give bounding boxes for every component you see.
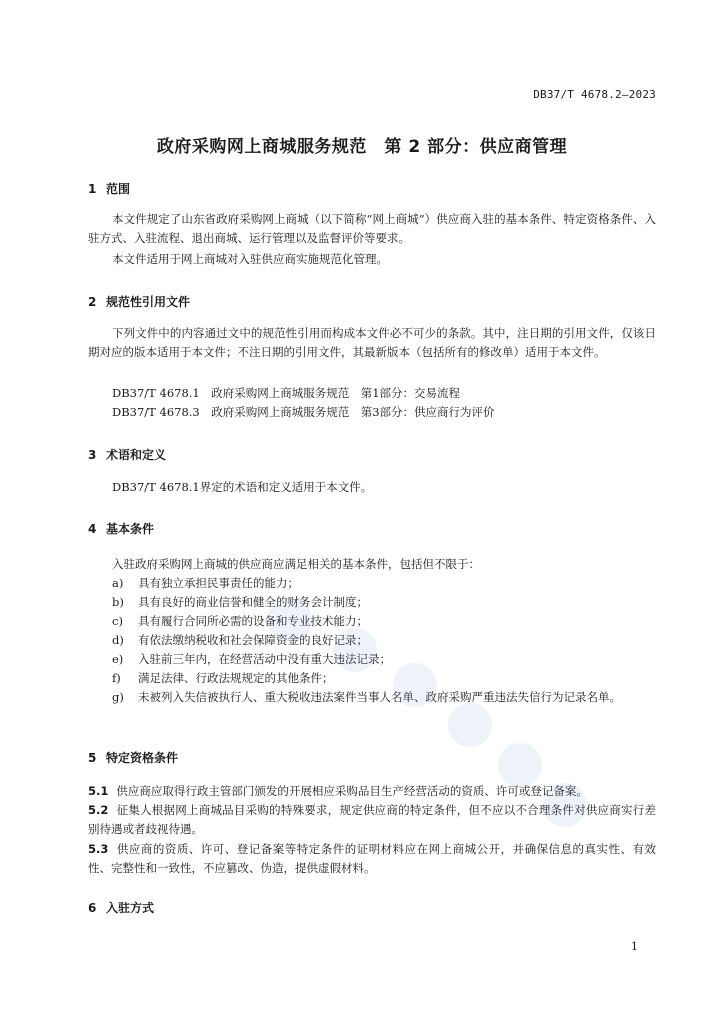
section-title: 范围 xyxy=(106,182,131,196)
list-item-label: f) xyxy=(112,671,121,685)
paragraph: DB37/T 4678.1界定的术语和定义适用于本文件。 xyxy=(112,480,373,494)
list-item-text: 具有良好的商业信誉和健全的财务会计制度； xyxy=(138,595,368,609)
section-heading-scope xyxy=(88,180,130,197)
list-item-text: 具有履行合同所必需的设备和专业技术能力； xyxy=(138,614,368,628)
paragraph: 下列文件中的内容通过文中的规范性引用而构成本文件必不可少的条款。其中，注日期的引用文件，仅该日期对应的版本适用于本文件；不注日期的引用文件，其最新版本（包括所有的修改单）适用于本文件。 xyxy=(88,326,656,359)
subclause-text: 供应商应取得行政主管部门颁发的开展相应采购品目生产经营活动的资质、许可或登记备案。 xyxy=(116,784,588,798)
list-item-text: 未被列入失信被执行人、重大税收违法案件当事人名单、政府采购严重违法失信行为记录名单。 xyxy=(138,690,621,704)
standard-code: DB37/T 4678.2—2023 xyxy=(533,88,656,101)
list-item-label: b) xyxy=(112,595,124,609)
list-item xyxy=(112,688,656,707)
paragraph: 本文件适用于网上商城对入驻供应商实施规范化管理。 xyxy=(112,252,388,266)
list-item xyxy=(112,574,656,593)
section-heading-special-qualifications xyxy=(88,749,178,766)
section-title: 术语和定义 xyxy=(106,448,167,462)
subclause xyxy=(88,801,656,839)
section-heading-terms xyxy=(88,446,166,463)
section-number: 3 xyxy=(88,448,97,462)
section-number: 5 xyxy=(88,751,97,765)
section-heading-basic-conditions xyxy=(88,520,154,537)
subclause-number: 5.3 xyxy=(88,842,109,856)
list-item-label: a) xyxy=(112,576,124,590)
list-item xyxy=(112,631,656,650)
list-item xyxy=(112,612,656,631)
section-number: 4 xyxy=(88,522,97,536)
section-title: 入驻方式 xyxy=(106,901,155,915)
section-heading-entry-method xyxy=(88,899,154,916)
reference-item: DB37/T 4678.1 政府采购网上商城服务规范 第1部分：交易流程 xyxy=(112,386,461,400)
list-item-text: 具有独立承担民事责任的能力； xyxy=(138,576,299,590)
list-item-label: e) xyxy=(112,652,124,666)
reference-item: DB37/T 4678.3 政府采购网上商城服务规范 第3部分：供应商行为评价 xyxy=(112,405,495,419)
list-item xyxy=(112,650,656,669)
section-title: 基本条件 xyxy=(106,522,155,536)
document-title: 政府采购网上商城服务规范 第 2 部分：供应商管理 xyxy=(156,137,568,157)
page-number: 1 xyxy=(631,940,638,953)
section-number: 6 xyxy=(88,901,97,915)
subclause-number: 5.2 xyxy=(88,803,109,817)
list-item-label: d) xyxy=(112,633,124,647)
list-item-label: g) xyxy=(112,690,124,704)
list-item xyxy=(112,669,656,688)
list-item-label: c) xyxy=(112,614,123,628)
list-item-text: 入驻前三年内，在经营活动中没有重大违法记录； xyxy=(138,652,391,666)
paragraph: 本文件规定了山东省政府采购网上商城（以下简称“网上商城”）供应商入驻的基本条件、特定资格条件、入驻方式、入驻流程、退出商城、运行管理以及监督评价等要求。 xyxy=(88,212,656,245)
subclause xyxy=(88,782,656,801)
subclause-text: 征集人根据网上商城品目采购的特殊要求，规定供应商的特定条件，但不应以不合理条件对供应商实行差别待遇或者歧视待遇。 xyxy=(88,803,656,836)
subclause-number: 5.1 xyxy=(88,784,109,798)
list-item xyxy=(112,593,656,612)
section-number: 1 xyxy=(88,182,97,196)
section-number: 2 xyxy=(88,295,97,309)
paragraph: 入驻政府采购网上商城的供应商应满足相关的基本条件，包括但不限于： xyxy=(112,557,480,571)
subclause xyxy=(88,840,656,878)
subclause-text: 供应商的资质、许可、登记备案等特定条件的证明材料应在网上商城公开，并确保信息的真实性、有效性、完整性和一致性，不应篡改、伪造，提供虚假材料。 xyxy=(88,842,656,875)
section-title: 特定资格条件 xyxy=(106,751,179,765)
list-item-text: 满足法律、行政法规规定的其他条件； xyxy=(138,671,334,685)
section-heading-normative-references xyxy=(88,293,190,310)
list-item-text: 有依法缴纳税收和社会保障资金的良好记录； xyxy=(138,633,368,647)
section-title: 规范性引用文件 xyxy=(106,295,191,309)
